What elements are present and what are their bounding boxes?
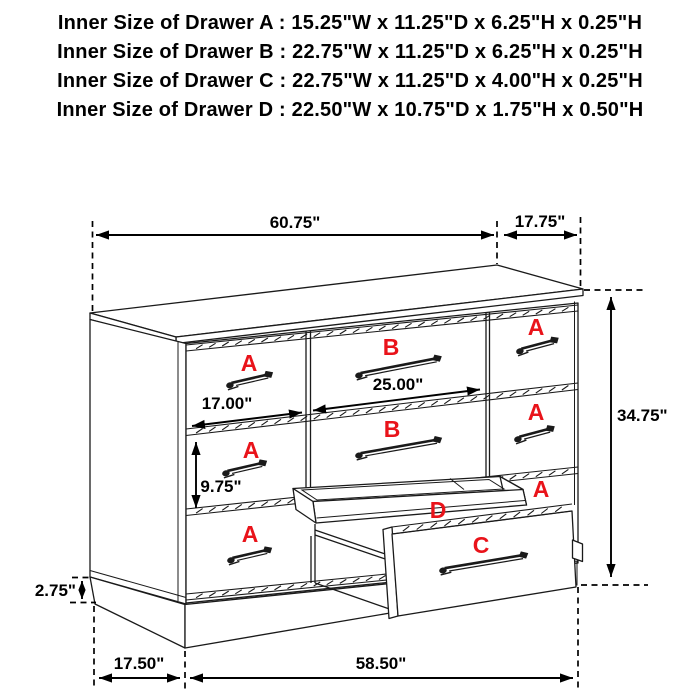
spec-line-drawer-c: Inner Size of Drawer C : 22.75"W x 11.25"D x 4.00"H x 0.25"H <box>57 70 643 92</box>
dim-base-height-label: 2.75" <box>34 581 76 600</box>
dim-top-depth <box>504 212 577 235</box>
dim-top-width <box>96 213 494 235</box>
spec-line-drawer-b: Inner Size of Drawer B : 22.75"W x 11.25"D x 6.25"H x 0.25"H <box>57 41 643 63</box>
dim-top-depth-label: 17.75" <box>514 212 566 231</box>
drawer-label-a-left-1: A <box>240 350 258 376</box>
dim-drawer-b-width-label: 25.00" <box>372 375 424 394</box>
drawer-label-c: C <box>472 532 490 558</box>
dim-top-width-label: 60.75" <box>269 213 321 232</box>
drawer-label-b-2: B <box>383 416 401 442</box>
drawer-label-a-right-2: A <box>527 399 545 425</box>
spec-line-drawer-a: Inner Size of Drawer A : 15.25"W x 11.25"D x 6.25"H x 0.25"H <box>57 12 643 34</box>
drawer-label-a-right-3: A <box>532 476 550 502</box>
dim-base-width-label: 58.50" <box>355 654 407 673</box>
dim-base-width <box>190 654 573 678</box>
drawer-label-d: D <box>429 497 447 523</box>
dim-drawer-a-height-label: 9.75" <box>200 477 242 496</box>
dim-drawer-a-width-label: 17.00" <box>201 394 253 413</box>
drawer-label-a-left-2: A <box>242 437 260 463</box>
dim-base-depth <box>99 654 180 678</box>
drawer-label-a-left-3: A <box>241 521 259 547</box>
dim-overall-height <box>611 297 668 577</box>
dim-base-depth-label: 17.50" <box>113 654 165 673</box>
dim-overall-height-label: 34.75" <box>617 406 668 425</box>
drawer-label-a-right-1: A <box>527 314 545 340</box>
dresser-left-side-panel <box>90 320 186 605</box>
spec-line-drawer-d: Inner Size of Drawer D : 22.50"W x 10.75"D x 1.75"H x 0.50"H <box>56 99 644 121</box>
dim-base-height <box>35 581 82 600</box>
drawer-label-b-1: B <box>382 334 400 360</box>
dresser-drawing <box>90 265 583 648</box>
